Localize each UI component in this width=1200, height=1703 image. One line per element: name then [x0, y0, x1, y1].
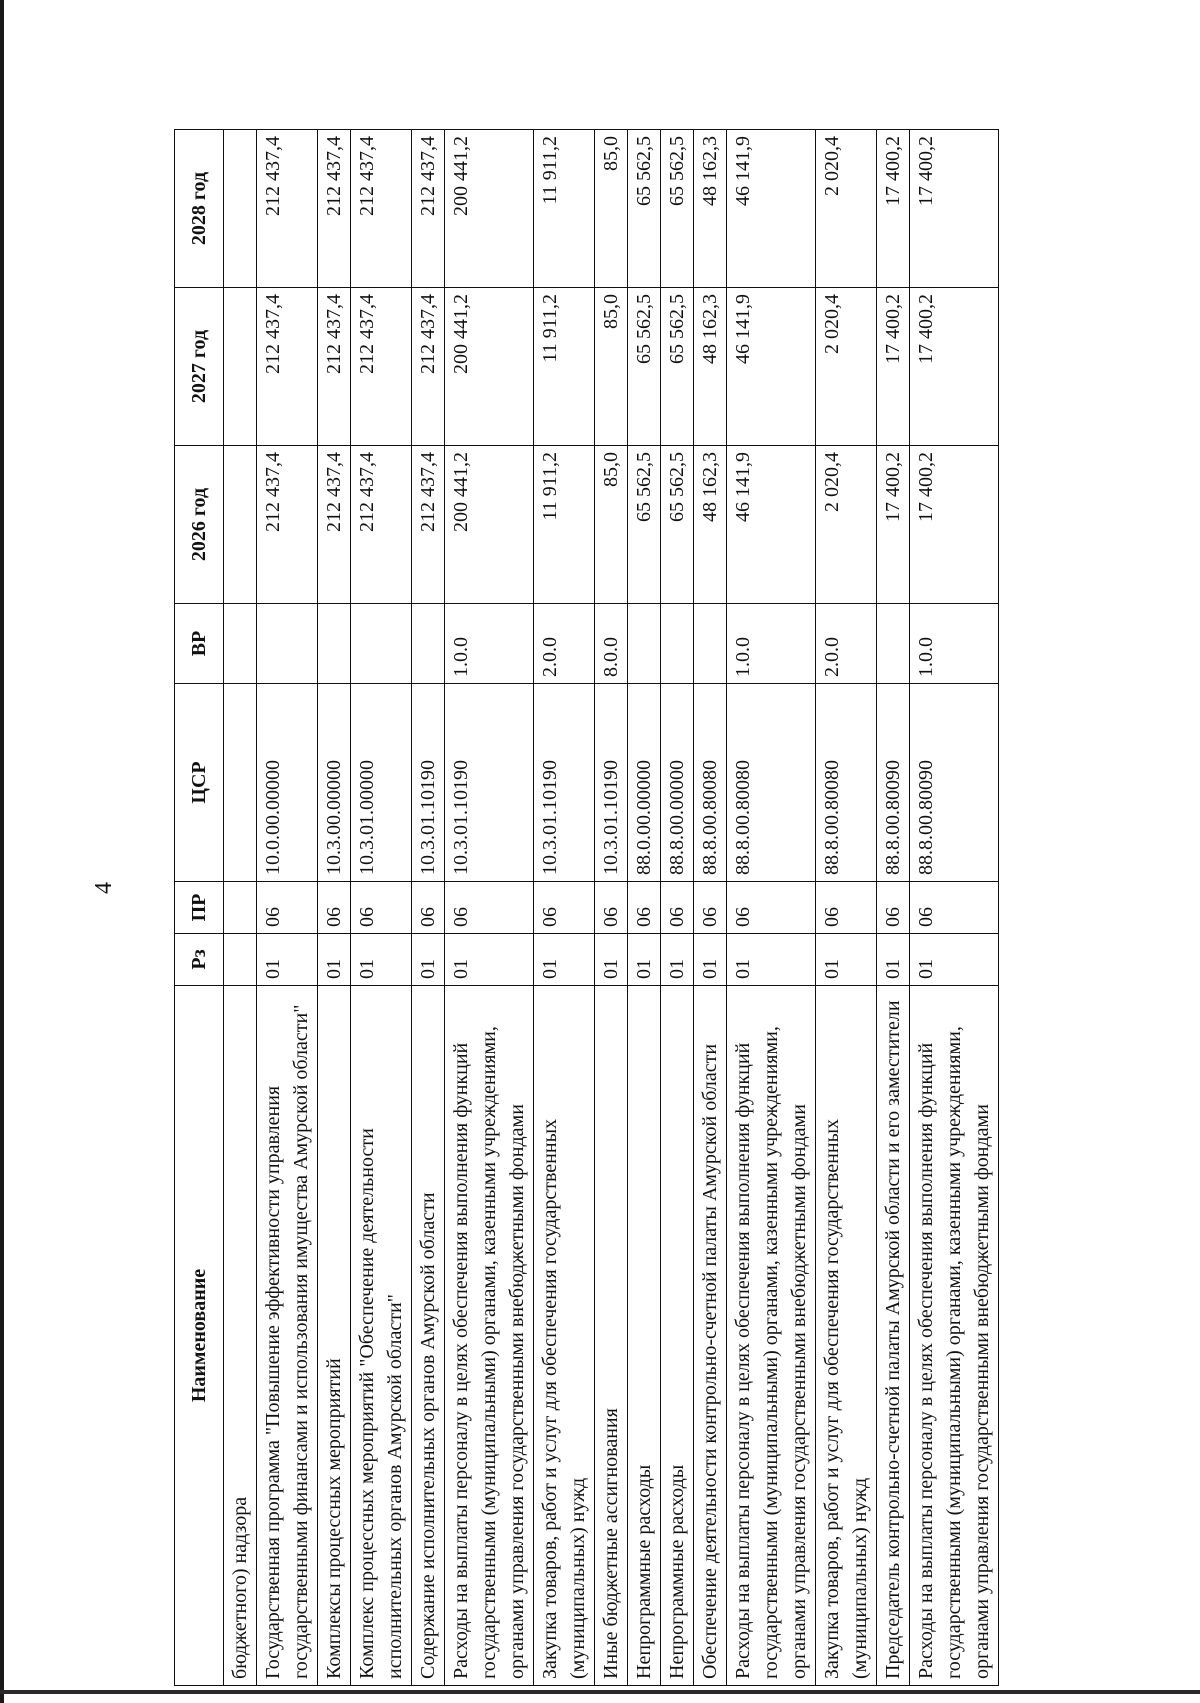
cell-pr: 06 [877, 882, 910, 934]
cell-name: Председатель контрольно-счетной палаты Амурской области и его заместители [877, 986, 910, 1686]
header-csr: ЦСР [175, 684, 224, 882]
cell-pr: 06 [910, 882, 999, 934]
cell-vr [661, 604, 694, 684]
cell-pr: 06 [727, 882, 816, 934]
cell-2026: 85,0 [595, 446, 628, 604]
table-row [628, 130, 661, 1686]
cell-pr: 06 [318, 882, 351, 934]
header-rz: Рз [175, 934, 224, 986]
table-row [910, 130, 999, 1686]
cell-csr: 88.8.00.80090 [910, 684, 999, 882]
cell-name: Непрограммные расходы [661, 986, 694, 1686]
cell-vr: 2.0.0 [816, 604, 877, 684]
cell-2028: 11 911,2 [534, 130, 595, 288]
cell-2026: 65 562,5 [628, 446, 661, 604]
cell-pr [224, 882, 257, 934]
scan-bottom-edge [0, 1690, 1200, 1694]
table-row [816, 130, 877, 1686]
cell-2028: 65 562,5 [661, 130, 694, 288]
cell-2026: 65 562,5 [661, 446, 694, 604]
cell-rz: 01 [595, 934, 628, 986]
cell-vr [412, 604, 445, 684]
cell-2028: 17 400,2 [910, 130, 999, 288]
cell-2027: 11 911,2 [534, 288, 595, 446]
cell-2028: 212 437,4 [351, 130, 412, 288]
cell-vr: 1.0.0 [727, 604, 816, 684]
cell-2028: 212 437,4 [318, 130, 351, 288]
cell-pr: 06 [412, 882, 445, 934]
header-name: Наименование [175, 986, 224, 1686]
cell-csr: 88.8.00.80080 [727, 684, 816, 882]
cell-rz: 01 [534, 934, 595, 986]
cell-csr: 88.0.00.00000 [628, 684, 661, 882]
cell-rz: 01 [816, 934, 877, 986]
cell-2028: 65 562,5 [628, 130, 661, 288]
page-number: 4 [91, 882, 117, 894]
cell-2026: 212 437,4 [318, 446, 351, 604]
cell-pr: 06 [351, 882, 412, 934]
budget-table [174, 129, 999, 1686]
cell-rz: 01 [910, 934, 999, 986]
cell-2027: 17 400,2 [910, 288, 999, 446]
table-row [318, 130, 351, 1686]
cell-name: Закупка товаров, работ и услуг для обеспечения государственных (муниципальных) нужд [534, 986, 595, 1686]
cell-2028: 17 400,2 [877, 130, 910, 288]
cell-rz: 01 [877, 934, 910, 986]
cell-pr: 06 [628, 882, 661, 934]
cell-2028: 212 437,4 [257, 130, 318, 288]
cell-rz: 01 [351, 934, 412, 986]
cell-2027: 212 437,4 [257, 288, 318, 446]
cell-2028: 200 441,2 [445, 130, 534, 288]
cell-csr: 10.3.01.10190 [534, 684, 595, 882]
cell-csr: 88.8.00.80080 [816, 684, 877, 882]
cell-name: бюджетного) надзора [224, 986, 257, 1686]
cell-name: Расходы на выплаты персоналу в целях обеспечения выполнения функций государственными (муниципальными) органами, казенными учреждениями, органами управления государственными внебюджетными фондами [910, 986, 999, 1686]
cell-2027 [224, 288, 257, 446]
cell-2026: 212 437,4 [351, 446, 412, 604]
cell-2026: 2 020,4 [816, 446, 877, 604]
document-sheet [174, 130, 1094, 1686]
cell-2027: 212 437,4 [351, 288, 412, 446]
table-row [534, 130, 595, 1686]
cell-vr [694, 604, 727, 684]
cell-2028: 212 437,4 [412, 130, 445, 288]
cell-2027: 200 441,2 [445, 288, 534, 446]
cell-rz: 01 [727, 934, 816, 986]
cell-2026: 212 437,4 [257, 446, 318, 604]
table-body [224, 130, 999, 1686]
cell-name: Государственная программа "Повышение эффективности управления государственными финансами и использования имущества Амурской области" [257, 986, 318, 1686]
cell-csr: 88.8.00.00000 [661, 684, 694, 882]
cell-2026 [224, 446, 257, 604]
cell-pr: 06 [595, 882, 628, 934]
cell-csr: 10.3.01.10190 [595, 684, 628, 882]
cell-rz: 01 [412, 934, 445, 986]
cell-2028: 46 141,9 [727, 130, 816, 288]
cell-name: Закупка товаров, работ и услуг для обеспечения государственных (муниципальных) нужд [816, 986, 877, 1686]
header-vr: ВР [175, 604, 224, 684]
cell-pr: 06 [257, 882, 318, 934]
cell-vr [318, 604, 351, 684]
cell-csr: 10.3.01.10190 [445, 684, 534, 882]
cell-rz: 01 [661, 934, 694, 986]
header-2028: 2028 год [175, 130, 224, 288]
cell-name: Иные бюджетные ассигнования [595, 986, 628, 1686]
cell-pr: 06 [534, 882, 595, 934]
cell-rz: 01 [694, 934, 727, 986]
header-2026: 2026 год [175, 446, 224, 604]
table-row [412, 130, 445, 1686]
cell-csr: 10.3.00.00000 [318, 684, 351, 882]
cell-vr [877, 604, 910, 684]
table-header-row [175, 130, 224, 1686]
cell-vr [257, 604, 318, 684]
cell-csr: 10.0.00.00000 [257, 684, 318, 882]
cell-rz: 01 [318, 934, 351, 986]
cell-2026: 200 441,2 [445, 446, 534, 604]
cell-vr: 1.0.0 [445, 604, 534, 684]
cell-2027: 65 562,5 [661, 288, 694, 446]
cell-2028: 85,0 [595, 130, 628, 288]
cell-csr [224, 684, 257, 882]
cell-2026: 48 162,3 [694, 446, 727, 604]
table-row [445, 130, 534, 1686]
cell-2027: 85,0 [595, 288, 628, 446]
cell-csr: 88.8.00.80090 [877, 684, 910, 882]
cell-vr [351, 604, 412, 684]
cell-2027: 48 162,3 [694, 288, 727, 446]
table-row [694, 130, 727, 1686]
cell-rz: 01 [628, 934, 661, 986]
cell-pr: 06 [445, 882, 534, 934]
cell-vr: 8.0.0 [595, 604, 628, 684]
cell-vr: 2.0.0 [534, 604, 595, 684]
cell-2026: 212 437,4 [412, 446, 445, 604]
cell-pr: 06 [816, 882, 877, 934]
cell-csr: 88.8.00.80080 [694, 684, 727, 882]
cell-2027: 17 400,2 [877, 288, 910, 446]
cell-vr: 1.0.0 [910, 604, 999, 684]
cell-vr [224, 604, 257, 684]
cell-rz: 01 [257, 934, 318, 986]
scan-left-edge [0, 0, 4, 1703]
cell-rz [224, 934, 257, 986]
cell-2027: 212 437,4 [318, 288, 351, 446]
table-row [595, 130, 628, 1686]
header-pr: ПР [175, 882, 224, 934]
table-row [351, 130, 412, 1686]
cell-2027: 212 437,4 [412, 288, 445, 446]
cell-pr: 06 [661, 882, 694, 934]
header-2027: 2027 год [175, 288, 224, 446]
cell-2026: 17 400,2 [877, 446, 910, 604]
cell-name: Расходы на выплаты персоналу в целях обеспечения выполнения функций государственными (муниципальными) органами, казенными учреждениями, органами управления государственными внебюджетными фондами [445, 986, 534, 1686]
cell-name: Комплексы процессных мероприятий [318, 986, 351, 1686]
cell-2028: 2 020,4 [816, 130, 877, 288]
cell-name: Содержание исполнительных органов Амурской области [412, 986, 445, 1686]
cell-name: Непрограммные расходы [628, 986, 661, 1686]
table-row [224, 130, 257, 1686]
table-row [661, 130, 694, 1686]
cell-csr: 10.3.01.10190 [412, 684, 445, 882]
cell-vr [628, 604, 661, 684]
cell-name: Расходы на выплаты персоналу в целях обеспечения выполнения функций государственными (муниципальными) органами, казенными учреждениями, органами управления государственными внебюджетными фондами [727, 986, 816, 1686]
cell-2026: 17 400,2 [910, 446, 999, 604]
table-row [877, 130, 910, 1686]
cell-2028 [224, 130, 257, 288]
cell-2028: 48 162,3 [694, 130, 727, 288]
cell-csr: 10.3.01.00000 [351, 684, 412, 882]
cell-2027: 46 141,9 [727, 288, 816, 446]
cell-2026: 11 911,2 [534, 446, 595, 604]
cell-2026: 46 141,9 [727, 446, 816, 604]
cell-name: Обеспечение деятельности контрольно-счетной палаты Амурской области [694, 986, 727, 1686]
table-row [727, 130, 816, 1686]
cell-pr: 06 [694, 882, 727, 934]
cell-2027: 2 020,4 [816, 288, 877, 446]
cell-2027: 65 562,5 [628, 288, 661, 446]
cell-rz: 01 [445, 934, 534, 986]
cell-name: Комплекс процессных мероприятий "Обеспечение деятельности исполнительных органов Амурской области" [351, 986, 412, 1686]
table-row [257, 130, 318, 1686]
